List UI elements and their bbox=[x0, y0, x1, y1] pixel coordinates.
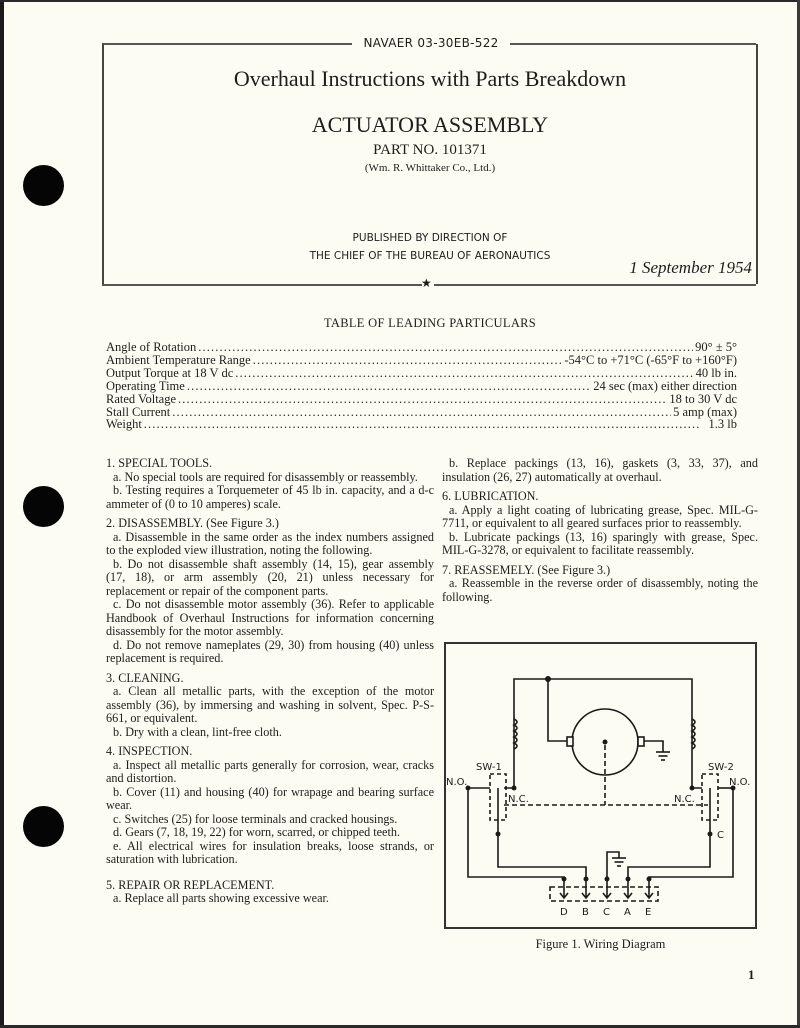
particular-label: Ambient Temperature Range bbox=[106, 352, 251, 367]
page-number: 1 bbox=[748, 967, 755, 982]
particular-label: Angle of Rotation bbox=[106, 340, 197, 354]
particular-label: Stall Current bbox=[106, 404, 171, 419]
published-line: THE CHIEF OF THE BUREAU OF AERONAUTICS bbox=[309, 250, 551, 262]
leader-dots bbox=[187, 380, 591, 393]
svg-text:C: C bbox=[603, 907, 610, 918]
document-number: NAVAER 03-30EB-522 bbox=[363, 36, 499, 50]
paragraph: e. All electrical wires for insulation breaks, loose strands, or saturation with lubrication. bbox=[106, 838, 434, 866]
paragraph: b. Replace packings (13, 16), gaskets (3, 33, 37), and insulation (26, 27) automatically at overhaul. bbox=[442, 456, 758, 484]
assembly-title: ACTUATOR ASSEMBLY bbox=[311, 112, 549, 137]
particulars-row bbox=[106, 393, 737, 406]
svg-text:D: D bbox=[560, 907, 568, 918]
svg-text:SW-2: SW-2 bbox=[708, 762, 734, 773]
punch-hole bbox=[23, 806, 64, 847]
leader-dots bbox=[178, 393, 667, 406]
publication-date: 1 September 1954 bbox=[629, 258, 752, 277]
header-rule bbox=[102, 284, 422, 286]
section-heading: 4. INSPECTION. bbox=[106, 744, 193, 758]
paragraph: b. Dry with a clean, lint-free cloth. bbox=[113, 724, 282, 739]
part-number: PART NO. 101371 bbox=[373, 142, 487, 158]
particular-label: Output Torque at 18 V dc bbox=[106, 365, 234, 380]
paragraph: c. Switches (25) for loose terminals and cracked housings. bbox=[113, 811, 398, 826]
leader-dots bbox=[172, 406, 671, 419]
particular-label: Operating Time bbox=[106, 378, 185, 393]
particulars-row bbox=[106, 341, 737, 354]
paragraph: a. Apply a light coating of lubricating grease, Spec. MIL-G-7711, or equivalent to all geared surfaces prior to reassembly. bbox=[442, 502, 758, 530]
paragraph: a. Clean all metallic parts, with the exception of the motor assembly (36), by immersing and washing in solvent, Spec. P-S-661, or equivalent. bbox=[106, 684, 434, 725]
paragraph: b. Testing requires a Torquemeter of 45 lb in. capacity, and a d-c ammeter of (0 to 10 amperes) scale. bbox=[106, 483, 434, 511]
star-icon: ★ bbox=[421, 276, 432, 290]
figure-caption: Figure 1. Wiring Diagram bbox=[535, 937, 666, 951]
paragraph: d. Do not remove nameplates (29, 30) from housing (40) unless replacement is required. bbox=[106, 637, 434, 665]
wiring-diagram bbox=[444, 642, 757, 929]
paragraph: c. Do not disassemble motor assembly (36). Refer to applicable Handbook of Overhaul Instructions for information concerning disassembly for the motor assembly. bbox=[106, 597, 434, 638]
page-edge bbox=[0, 0, 800, 2]
ground-icon bbox=[612, 858, 626, 866]
particulars-table bbox=[106, 341, 737, 431]
particular-label: Weight bbox=[106, 417, 142, 432]
leader-dots bbox=[253, 354, 563, 367]
page-edge bbox=[0, 0, 4, 1028]
particulars-row bbox=[106, 380, 737, 393]
ground-icon bbox=[656, 752, 670, 760]
paragraph: b. Lubricate packings (13, 16) sparingly with grease, Spec. MIL-G-3278, or equivalent to facilitate reassembly. bbox=[442, 529, 758, 557]
paragraph: a. Reassemble in the reverse order of disassembly, noting the following. bbox=[442, 576, 758, 604]
svg-text:N.O.: N.O. bbox=[446, 777, 468, 788]
svg-text:E: E bbox=[645, 907, 652, 918]
paragraph: a. No special tools are required for disassembly or reassembly. bbox=[113, 469, 418, 484]
paragraph: a. Replace all parts showing excessive wear. bbox=[113, 891, 329, 905]
svg-text:N.C.: N.C. bbox=[508, 794, 529, 805]
punch-hole bbox=[23, 486, 64, 527]
paragraph: a. Inspect all metallic parts generally for corrosion, wear, cracks and distortion. bbox=[106, 757, 434, 785]
particulars-row bbox=[106, 367, 737, 380]
particular-value: -54°C to +71°C (-65°F to +160°F) bbox=[564, 352, 737, 367]
svg-text:SW-1: SW-1 bbox=[476, 762, 502, 773]
svg-text:A: A bbox=[624, 907, 631, 918]
published-line: PUBLISHED BY DIRECTION OF bbox=[352, 232, 508, 244]
section-heading: 2. DISASSEMBLY. (See Figure 3.) bbox=[106, 516, 279, 530]
particulars-title: TABLE OF LEADING PARTICULARS bbox=[323, 316, 537, 330]
paragraph: b. Cover (11) and housing (40) for wrapage and bearing surface wear. bbox=[106, 784, 434, 812]
section-heading: 7. REASSEMELY. (See Figure 3.) bbox=[442, 562, 611, 577]
particulars-row bbox=[106, 354, 737, 367]
particulars-row bbox=[106, 418, 737, 431]
leader-dots bbox=[144, 418, 707, 431]
svg-text:B: B bbox=[582, 907, 589, 918]
document-title: Overhaul Instructions with Parts Breakdown bbox=[233, 66, 627, 91]
paragraph: a. Disassemble in the same order as the index numbers assigned to the exploded view illustration, noting the following. bbox=[106, 529, 434, 557]
particular-value: 5 amp (max) bbox=[673, 404, 737, 419]
particulars-row bbox=[106, 406, 737, 419]
particular-label: Rated Voltage bbox=[106, 391, 177, 406]
section-heading: 6. LUBRICATION. bbox=[442, 489, 539, 503]
leader-dots bbox=[235, 367, 693, 380]
leader-dots bbox=[198, 341, 693, 354]
section-heading: 1. SPECIAL TOOLS. bbox=[106, 456, 213, 470]
punch-hole bbox=[23, 165, 64, 206]
particular-value: 24 sec (max) either direction bbox=[593, 378, 737, 393]
particular-value: 90° ± 5° bbox=[695, 340, 737, 354]
particular-value: 18 to 30 V dc bbox=[669, 391, 737, 406]
right-column bbox=[442, 457, 758, 604]
section-heading: 5. REPAIR OR REPLACEMENT. bbox=[106, 877, 275, 892]
particular-value: 1.3 lb bbox=[708, 417, 737, 432]
svg-text:N.O.: N.O. bbox=[729, 777, 751, 788]
wiring-diagram-svg bbox=[446, 644, 755, 927]
left-column bbox=[106, 457, 434, 906]
svg-text:N.C.: N.C. bbox=[674, 794, 695, 805]
svg-text:C: C bbox=[717, 830, 724, 841]
header-rule bbox=[434, 284, 756, 286]
section-heading: 3. CLEANING. bbox=[106, 670, 184, 685]
manufacturer: (Wm. R. Whittaker Co., Ltd.) bbox=[364, 162, 496, 174]
paragraph: b. Do not disassemble shaft assembly (14, 15), gear assembly (17, 18), or arm assembly (20, 21) unless necessary for replacement or repair of the component parts. bbox=[106, 556, 434, 598]
paragraph: d. Gears (7, 18, 19, 22) for worn, scarred, or chipped teeth. bbox=[113, 825, 400, 839]
particular-value: 40 lb in. bbox=[695, 365, 737, 380]
